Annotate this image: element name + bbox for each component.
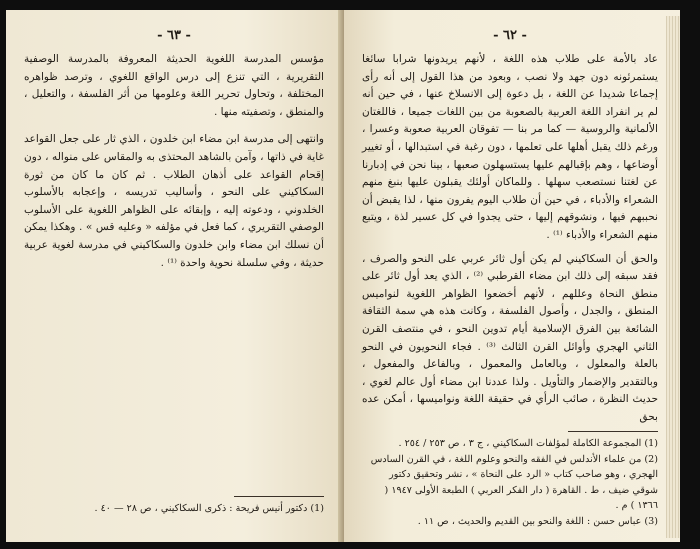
page-body: [362, 51, 658, 426]
footnote: (2) من علماء الأندلس في الفقه والنحو وعلوم اللغة ، في القرن السادس الهجري ، وهو صاحب كتاب « الرد على النحاة » ، نشر وتحقيق دكتور شوقي ضيف ، ط . القاهرة ( دار الفكر العربي ) الطبعة الأولى ١٩٤٧ ( ١٣٦٦ ) م .: [370, 453, 658, 511]
paragraph: عاد بالأمة على طلاب هذه اللغة ، لأنهم يريدونها شرابا سائغا يستمرئونه دون جهد ولا نصب ، وبعود من هذا القول إلى أنه رأى إجماعا شديدا عن اللغة ، بل دعوة إلى الانسلاخ عنها ، في حين أنه لم ير انفراد اللغة العربية بالصعوبة من بين اللغات جميعا ، فاللغتان الألمانية والروسية — كما مر بنا — تفوقان العربية صعوبة وعسرا ، ورغم ذلك يقبل أهلها على تعلمها ، دون رغبة في استبدالها ، أو تغيير أوضاعها ، وهم بإقبالهم عليها يستسهلون صعبها ، بينا نحن في إدبارنا عن لغتنا نستصعب سهلها . وللماكان أولئك يقبلون عليها بنبغ منهم الشعراء والأدباء ، في حين أن طلاب اليوم يفرون منها ، لذا يقبض أن نحببهم فيها ، ونشوقهم إليها ، حتى يجدوا في كل عسير لذة ، ويتبع منهم الشعراء والأدباء ⁽¹⁾ .: [362, 53, 658, 241]
footnote: (3) عباس حسن : اللغة والنحو بين القديم والحديث ، ص ١١ .: [417, 515, 658, 527]
page-body: [24, 51, 324, 272]
page-number: - ٦٢ -: [493, 28, 527, 43]
paragraph: مؤسس المدرسة اللغوية الحديثة المعروفة بالمدرسة الوصفية التقريرية ، التي تنزع إلى درس الواقع اللغوي ، وترصد ظواهره المختلفة ، وتحاول تحرير اللغة وعلومها من أثر الفلسفة ، والتعليل ، والمنطق ، وتصفيته منها .: [24, 53, 324, 118]
right-page: [344, 10, 680, 542]
page-number: - ٦٣ -: [157, 28, 191, 43]
footnotes: [24, 490, 324, 517]
page-edges: [666, 16, 680, 538]
open-book: [6, 10, 690, 542]
footnotes: [362, 425, 658, 529]
footnote-divider: [568, 431, 658, 432]
paragraph: وانتهى إلى مدرسة ابن مضاء ابن خلدون ، الذي ثار على جعل القواعد غاية في ذاتها ، وآمن بالشاهد المحتذى به والمقاس على منواله ، دون إقحام القواعد على أذهان الطلاب . ثم كان ما كان من ثورة السكاكيني على النحو ، وأساليب تدريسه ، وإعجابه بالأسلوب الخلدوني ، ودعوته إليه ، وإبقائه على الظواهر اللغوية على الأسلوب الوصفي التقريري ، كما فعل في مؤلفه « وعليه قس » . وهكذا يمكن أن نسلك ابن مضاء وابن خلدون والسكاكيني في مدرسة لغوية عربية حديثة ، وفي سلسلة نحوية واحدة ⁽¹⁾ .: [24, 133, 324, 269]
paragraph: والحق أن السكاكيني لم يكن أول ثائر عربي على النحو والصرف ، فقد سبقه إلى ذلك ابن مضاء القرطبي ⁽²⁾ ، الذي يعد أول ثائر على منطق النحاة وعللهم ، لأنهم أخضعوا الظواهر اللغوية لنواميس المنطق ، والجدل ، وأصول الفلسفة ، وكانت هذه هي سمة الثقافة الشائعة بين الفرق الإسلامية أيام تدوين النحو ، في منتصف القرن الثاني الهجري وأوائل القرن الثالث ⁽³⁾ . فجاء النحويون في النحو بالعلة والمعلول ، وبالعامل والمعمول ، وبالفاعل والمفعول ، وبالتقدير والإضمار والتأويل . ولذا عددنا ابن مضاء أول عالم لغوي ، حديث النظرة ، صائب الرأي في حقيقة اللغة ونواميسها ، أمكن عده بحق: [362, 252, 658, 423]
footnote-divider: [234, 496, 324, 497]
left-page: [6, 10, 346, 542]
footnote: (1) دكتور أنيس فريحة : ذكرى السكاكيني ، ص ٢٨ — ٤٠ .: [94, 503, 324, 514]
footnote: (1) المجموعة الكاملة لمؤلفات السكاكيني ، ج ٣ ، ص ٢٥٣ / ٢٥٤ .: [398, 438, 658, 449]
